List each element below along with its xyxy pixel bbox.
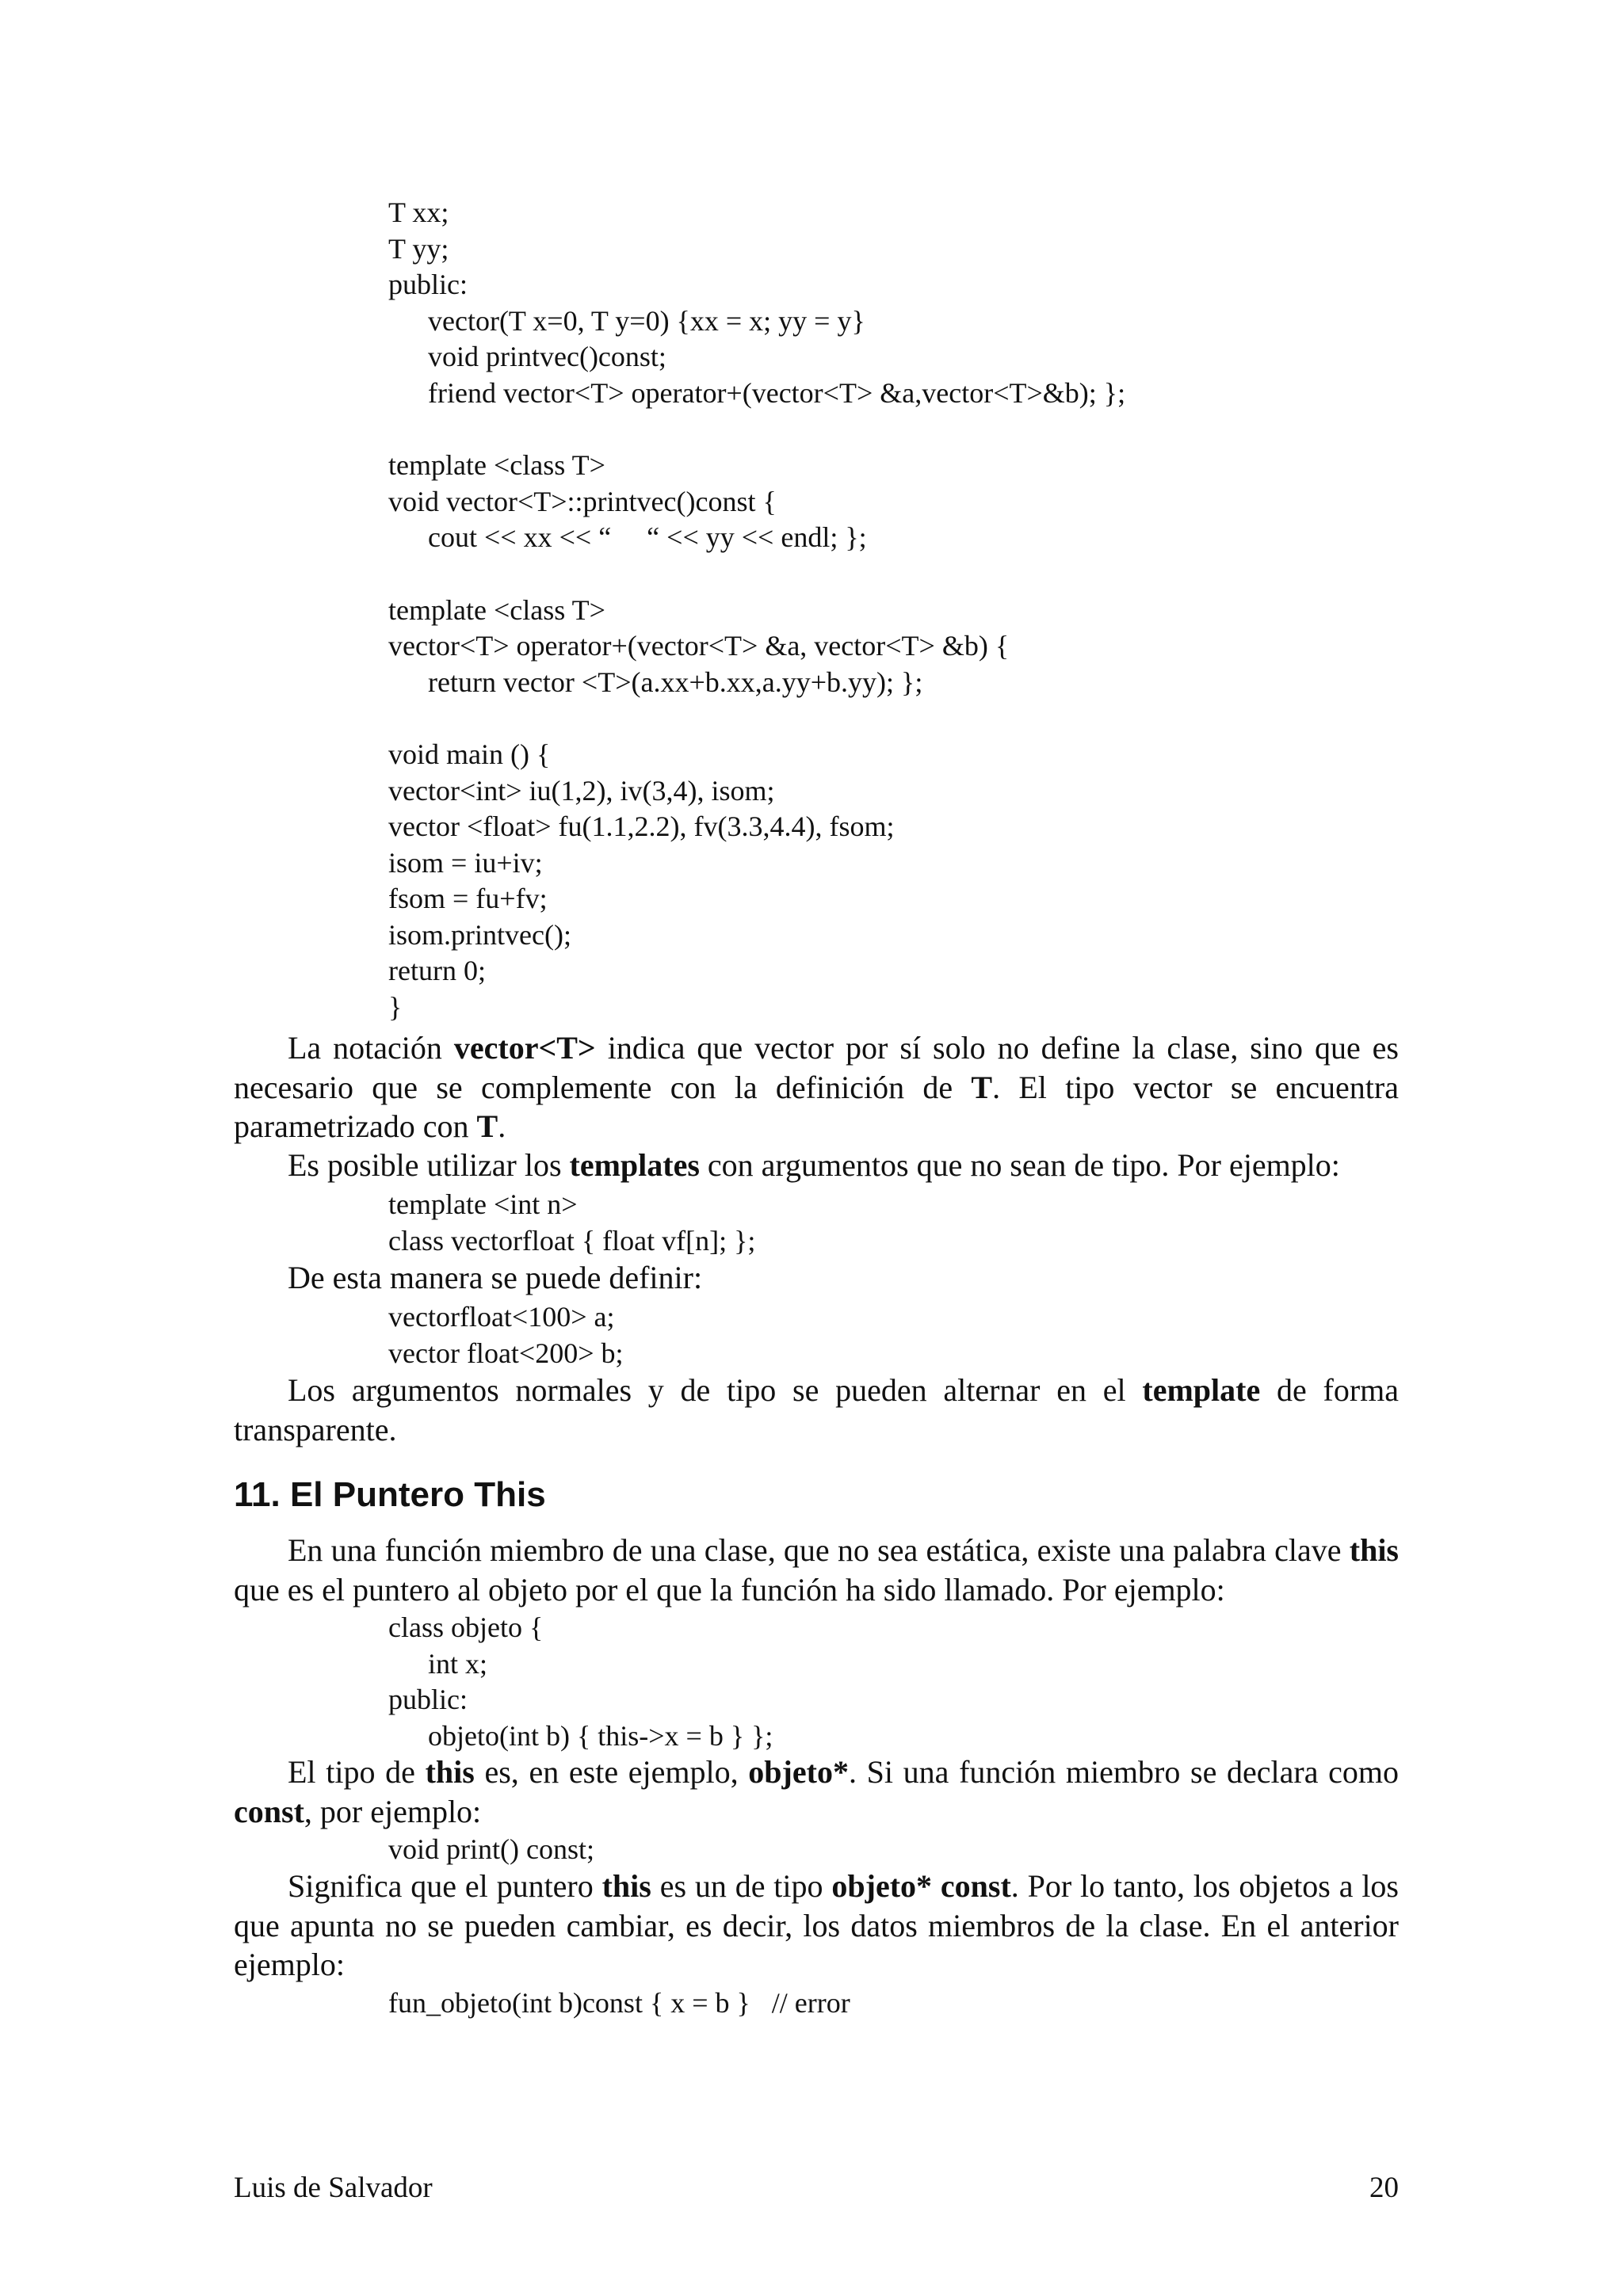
code-line: T xx;	[388, 196, 449, 228]
document-page	[234, 0, 1399, 2296]
text: Es posible utilizar los	[288, 1147, 570, 1183]
text: . Por lo tanto, los objetos a los que apunta no se pueden cambiar, es decir, los datos miembros de la clase. En el anterior ejemplo:	[234, 1868, 1399, 1982]
text: En una función miembro de una clase, que no sea estática, existe una palabra clave	[288, 1532, 1350, 1568]
text: de forma transparente.	[234, 1372, 1400, 1447]
paragraph-templates-args	[234, 1146, 1399, 1185]
code-listing-error-example	[388, 1985, 850, 2022]
code-line: void vector<T>::printvec()const {	[388, 485, 777, 517]
paragraph-this-pointer	[234, 1531, 1399, 1609]
code-line: friend vector<T> operator+(vector<T> &a,vector<T>&b); };	[428, 376, 1126, 409]
text: . El tipo vector se encuentra parametrizado con	[234, 1069, 1399, 1144]
text: indica que vector por sí solo no define la clase, sino que es necesario que se complemente con la definición de	[234, 1030, 1399, 1105]
paragraph-const-pointer	[234, 1867, 1399, 1985]
code-listing-vectorfloat-use	[388, 1299, 624, 1371]
code-line: class objeto {	[388, 1611, 544, 1643]
code-line: vector<int> iu(1,2), iv(3,4), isom;	[388, 774, 775, 807]
text: La notación	[288, 1030, 454, 1066]
paragraph-args-alternate	[234, 1371, 1399, 1449]
code-line: template <class T>	[388, 593, 605, 626]
bold-term: this	[601, 1868, 651, 1904]
code-line: return 0;	[388, 955, 486, 987]
code-line: template <int n>	[388, 1188, 578, 1220]
text: El tipo de	[288, 1754, 426, 1790]
bold-term: this	[1349, 1532, 1399, 1568]
text: . Si una función miembro se declara como	[848, 1754, 1400, 1790]
code-line: fun_objeto(int b)const { x = b } // error	[388, 1987, 850, 2019]
text: .	[498, 1108, 506, 1144]
code-line: vector<T> operator+(vector<T> &a, vector<T> &b) {	[388, 630, 1010, 662]
code-listing-vectorfloat	[388, 1187, 755, 1259]
text: Significa que el puntero	[288, 1868, 602, 1904]
code-listing-class-objeto	[388, 1610, 773, 1754]
bold-term: templates	[569, 1147, 700, 1183]
code-line: fsom = fu+fv;	[388, 883, 548, 915]
bold-term: const	[234, 1793, 304, 1829]
section-heading: 11. El Puntero This	[234, 1475, 546, 1514]
code-line: public:	[388, 269, 468, 301]
paragraph-define	[234, 1258, 1399, 1298]
code-line: void main () {	[388, 738, 551, 770]
text: es un de tipo	[651, 1868, 832, 1904]
text: es, en este ejemplo,	[474, 1754, 749, 1790]
code-line: vectorfloat<100> a;	[388, 1301, 615, 1333]
bold-term: T	[971, 1069, 993, 1105]
code-line: cout << xx << “ “ << yy << endl; };	[428, 521, 867, 554]
paragraph-vector-notation	[234, 1028, 1399, 1146]
bold-term: this	[425, 1754, 475, 1790]
bold-term: objeto* const	[831, 1868, 1011, 1904]
code-line: objeto(int b) { this->x = b } };	[428, 1719, 773, 1752]
code-line: vector float<200> b;	[388, 1337, 624, 1369]
bold-term: vector<T>	[453, 1030, 596, 1066]
footer-author: Luis de Salvador	[234, 2172, 433, 2204]
code-listing-vector-template	[388, 195, 1125, 1026]
code-line: public:	[388, 1684, 468, 1716]
code-line: void printvec()const;	[428, 341, 666, 373]
text: con argumentos que no sean de tipo. Por ejemplo:	[699, 1147, 1340, 1183]
paragraph-this-type	[234, 1753, 1399, 1831]
code-line	[388, 700, 1125, 737]
code-line: template <class T>	[388, 449, 605, 482]
code-line: int x;	[428, 1647, 488, 1680]
code-listing-print-const	[388, 1832, 594, 1868]
code-line: vector <float> fu(1.1,2.2), fv(3.3,4.4), fsom;	[388, 810, 895, 843]
text: De esta manera se puede definir:	[288, 1260, 703, 1295]
code-line: T yy;	[388, 232, 449, 265]
code-line: return vector <T>(a.xx+b.xx,a.yy+b.yy); };	[428, 666, 923, 698]
bold-term: template	[1142, 1372, 1261, 1408]
footer-page-number: 20	[1369, 2172, 1399, 2204]
code-line	[388, 412, 1125, 448]
code-line: void print() const;	[388, 1833, 594, 1865]
bold-term: T	[476, 1108, 498, 1144]
text: , por ejemplo:	[304, 1793, 482, 1829]
text: Los argumentos normales y de tipo se pueden alternar en el	[288, 1372, 1143, 1408]
code-line: }	[388, 991, 403, 1024]
code-line: vector(T x=0, T y=0) {xx = x; yy = y}	[428, 304, 865, 337]
code-line: isom.printvec();	[388, 918, 571, 951]
bold-term: objeto*	[748, 1754, 849, 1790]
code-line	[388, 556, 1125, 593]
text: que es el puntero al objeto por el que la función ha sido llamado. Por ejemplo:	[234, 1571, 1225, 1608]
code-line: isom = iu+iv;	[388, 846, 543, 879]
code-line: class vectorfloat { float vf[n]; };	[388, 1224, 756, 1257]
